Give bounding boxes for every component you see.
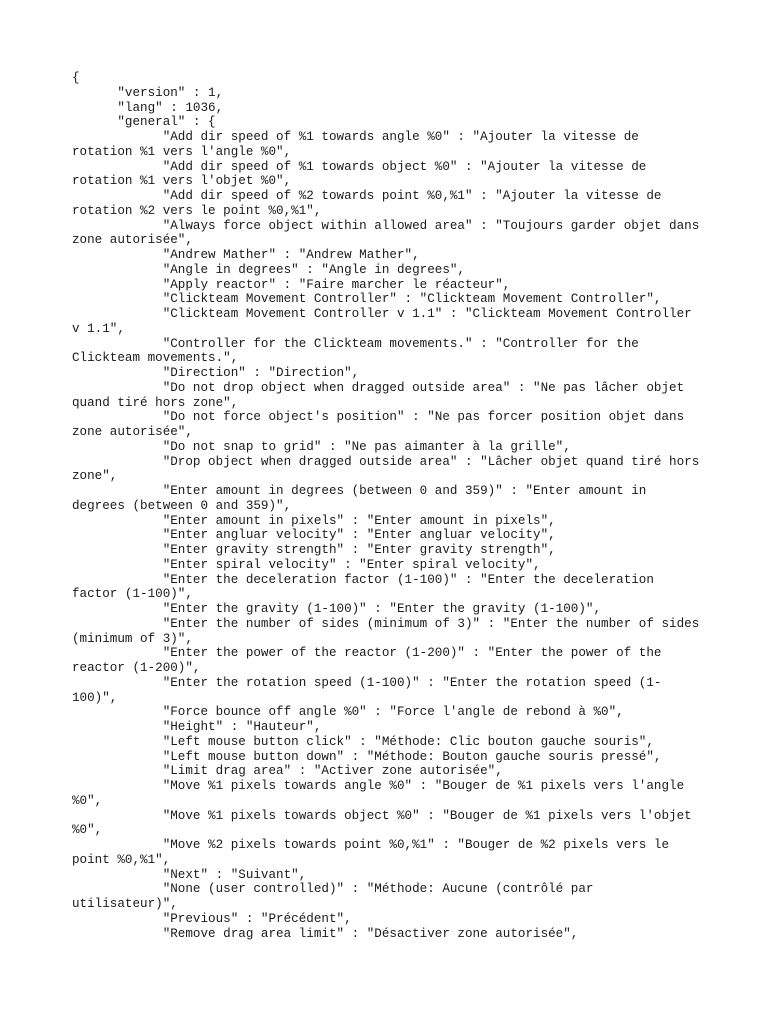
text-line: "general" : { xyxy=(72,115,216,130)
text-line: rotation %1 vers l'objet %0", xyxy=(72,174,292,189)
text-line: "Move %2 pixels towards point %0,%1" : "Bouger de %2 pixels vers le xyxy=(72,838,670,852)
text-line: "Next" : "Suivant", xyxy=(72,867,307,882)
text-line: "Do not drop object when dragged outside area" : "Ne pas lâcher objet xyxy=(72,380,685,395)
text-line: zone autorisée", xyxy=(72,233,193,248)
text-line: "lang" : 1036, xyxy=(72,100,224,115)
text-line: "Clickteam Movement Controller" : "Clickteam Movement Controller", xyxy=(72,292,662,307)
text-line: rotation %2 vers le point %0,%1", xyxy=(72,203,322,218)
text-line: "Drop object when dragged outside area" : "Lâcher objet quand tiré hors xyxy=(72,454,700,469)
text-line: "Enter amount in degrees (between 0 and 359)" : "Enter amount in xyxy=(72,484,647,498)
text-line: rotation %1 vers l'angle %0", xyxy=(72,144,292,159)
text-line: factor (1-100)", xyxy=(72,587,193,602)
text-line: point %0,%1", xyxy=(72,852,171,867)
text-line: "Clickteam Movement Controller v 1.1" : "Clickteam Movement Controller xyxy=(72,307,692,321)
text-line: "version" : 1, xyxy=(72,85,224,100)
text-line: "Andrew Mather" : "Andrew Mather", xyxy=(72,248,420,262)
document-body xyxy=(72,71,702,941)
text-line: zone autorisée", xyxy=(72,425,193,439)
text-line: "Always force object within allowed area" : "Toujours garder objet dans xyxy=(72,218,700,233)
text-line: degrees (between 0 and 359)", xyxy=(72,498,292,513)
text-line: "Add dir speed of %2 towards point %0,%1" : "Ajouter la vitesse de xyxy=(72,189,662,203)
text-line: (minimum of 3)", xyxy=(72,631,193,646)
text-line: "Remove drag area limit" : "Désactiver zone autorisée", xyxy=(72,926,579,941)
text-line: "Move %1 pixels towards angle %0" : "Bouger de %1 pixels vers l'angle xyxy=(72,779,685,793)
text-line: "Previous" : "Précédent", xyxy=(72,911,352,926)
text-line: utilisateur)", xyxy=(72,897,178,911)
text-line: reactor (1-200)", xyxy=(72,661,201,675)
text-line: "Do not force object's position" : "Ne pas forcer position objet dans xyxy=(72,410,685,425)
text-line: "Enter the rotation speed (1-100)" : "Enter the rotation speed (1- xyxy=(72,675,662,690)
text-line: %0", xyxy=(72,823,103,838)
text-line: quand tiré hors zone", xyxy=(72,395,239,410)
text-line: "Angle in degrees" : "Angle in degrees", xyxy=(72,262,465,277)
text-line: "Enter angluar velocity" : "Enter angluar velocity", xyxy=(72,528,556,543)
text-line: "Enter the gravity (1-100)" : "Enter the gravity (1-100)", xyxy=(72,602,602,616)
text-line: "Do not snap to grid" : "Ne pas aimanter à la grille", xyxy=(72,439,571,454)
text-line: %0", xyxy=(72,793,103,808)
text-line: "Enter the power of the reactor (1-200)" : "Enter the power of the xyxy=(72,646,662,661)
text-line: v 1.1", xyxy=(72,321,125,336)
text-line: "Left mouse button down" : "Méthode: Bouton gauche souris pressé", xyxy=(72,749,662,764)
text-line: "Enter the number of sides (minimum of 3)" : "Enter the number of sides xyxy=(72,616,700,631)
text-line: "Enter amount in pixels" : "Enter amount in pixels", xyxy=(72,513,556,528)
text-line: zone", xyxy=(72,469,118,484)
text-line: "Limit drag area" : "Activer zone autorisée", xyxy=(72,764,503,779)
text-line: "Apply reactor" : "Faire marcher le réacteur", xyxy=(72,277,511,292)
text-line: "Direction" : "Direction", xyxy=(72,366,360,380)
text-line: "None (user controlled)" : "Méthode: Aucune (contrôlé par xyxy=(72,882,594,897)
text-line: "Move %1 pixels towards object %0" : "Bouger de %1 pixels vers l'objet xyxy=(72,808,692,823)
text-line: "Add dir speed of %1 towards angle %0" : "Ajouter la vitesse de xyxy=(72,130,639,144)
text-line: "Enter the deceleration factor (1-100)" : "Enter the deceleration xyxy=(72,572,654,587)
text-line: "Controller for the Clickteam movements." : "Controller for the xyxy=(72,336,639,351)
text-line: "Height" : "Hauteur", xyxy=(72,720,322,734)
text-line: { xyxy=(72,71,80,85)
text-line: "Enter spiral velocity" : "Enter spiral velocity", xyxy=(72,557,541,572)
text-line: "Left mouse button click" : "Méthode: Clic bouton gauche souris", xyxy=(72,734,654,749)
text-line: 100)", xyxy=(72,690,118,705)
text-line: "Enter gravity strength" : "Enter gravity strength", xyxy=(72,543,556,557)
text-line: Clickteam movements.", xyxy=(72,351,239,366)
text-line: "Add dir speed of %1 towards object %0" : "Ajouter la vitesse de xyxy=(72,159,647,174)
text-line: "Force bounce off angle %0" : "Force l'angle de rebond à %0", xyxy=(72,705,624,720)
